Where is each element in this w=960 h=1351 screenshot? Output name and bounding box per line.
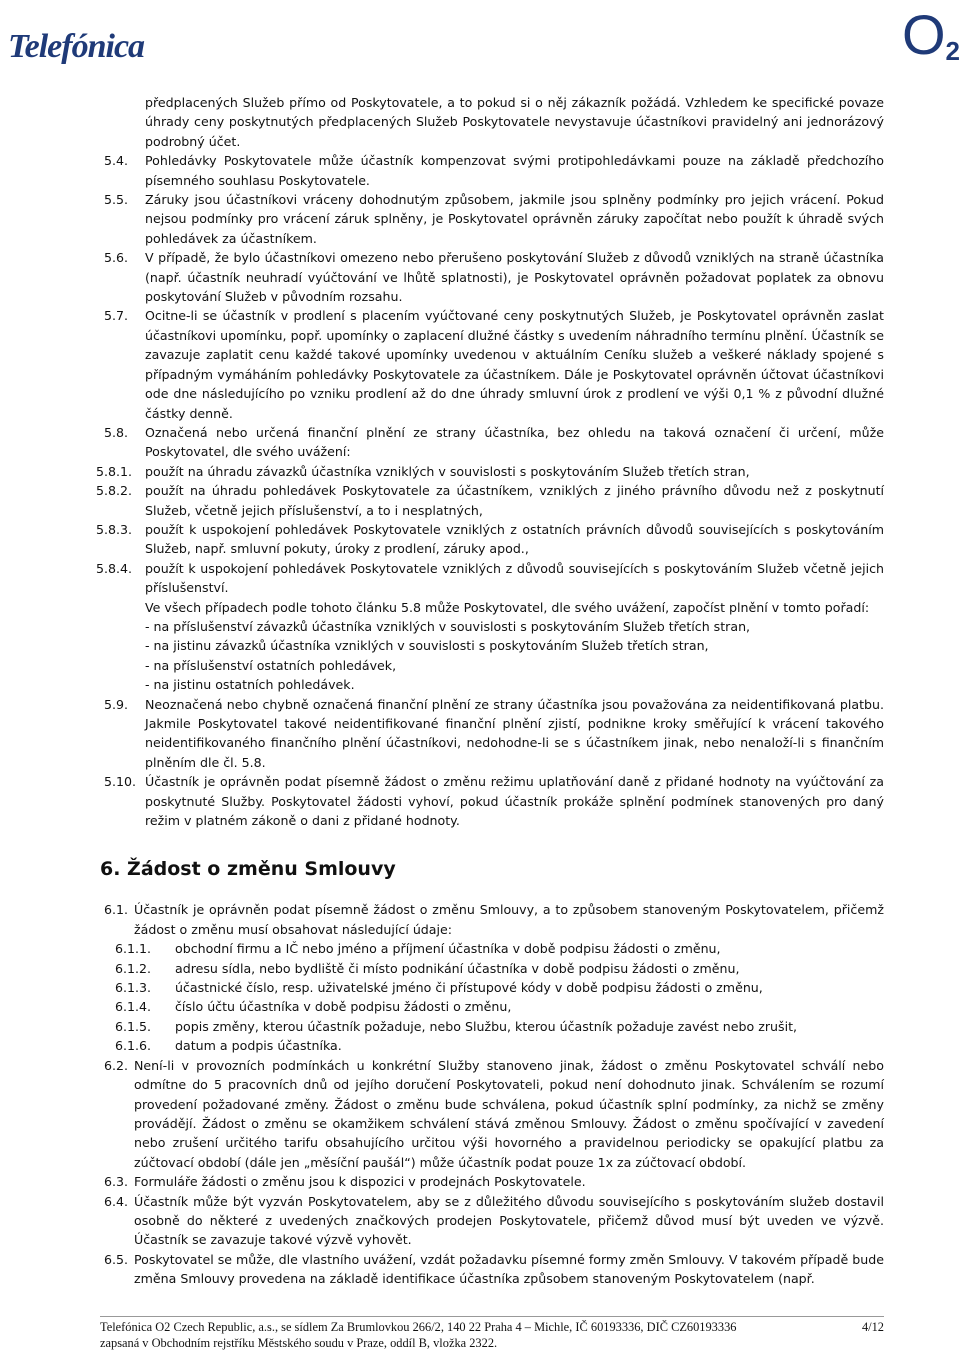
paragraph bbox=[0, 675, 960, 694]
paragraph-text: Pohledávky Poskytovatele může účastník kompenzovat svými protipohledávkami pouze na základě předchozího písemného souhlasu Poskytovatele. bbox=[145, 153, 884, 188]
paragraph bbox=[0, 481, 960, 520]
paragraph-text: - na jistinu ostatních pohledávek. bbox=[145, 677, 355, 693]
paragraph-text: použít na úhradu závazků účastníka vzniklých v souvislosti s poskytováním Služeb třetích stran, bbox=[145, 463, 750, 479]
paragraph bbox=[0, 1172, 960, 1191]
paragraph bbox=[0, 598, 960, 617]
paragraph-number: 5.8.2. bbox=[96, 483, 133, 499]
paragraph-number: 6.1.5. bbox=[115, 1018, 152, 1034]
paragraph-text: předplacených Služeb přímo od Poskytovatele, a to pokud si o něj zákazník požádá. Vzhledem ke specifické povaze úhrady ceny poskytnutých předplacených Služeb Poskytovatele nevystavuje účastníkovi pravidelný ani jednorázový podrobný účet. bbox=[145, 95, 884, 149]
paragraph-text: - na jistinu závazků účastníka vzniklých v souvislosti s poskytováním Služeb třetích stran, bbox=[145, 638, 709, 654]
paragraph-number: 5.10. bbox=[104, 774, 137, 790]
paragraph-number: 6.1.1. bbox=[115, 941, 152, 957]
paragraph-text: použít k uspokojení pohledávek Poskytovatele vzniklých z ostatních právních důvodů souvisejících s poskytováním Služeb, např. smluvní pokuty, úroky z prodlení, záruky apod., bbox=[145, 521, 884, 557]
paragraph-text: Neoznačená nebo chybně označená finanční plnění ze strany účastníka jsou považována za neidentifikovaná platbu. Jakmile Poskytovatel takové neidentifikované finanční plnění zjistí, podnikne kroky směřující k vrácení takového neidentifikovaného finančního plnění účastníkovi, nedohodne-li se s účastníkem jinak, nebo nenaloží-li s finančním plněním dle čl. 5.8. bbox=[145, 696, 884, 770]
paragraph-text: Záruky jsou účastníkovi vráceny dohodnutým způsobem, jakmile jsou splněny podmínky pro jejich vrácení. Pokud nejsou podmínky pro vrácení záruk splněny, je Poskytovatel oprávněn záruky započítat nebo použít k úhradě svých pohledávek za účastníkem. bbox=[145, 192, 884, 246]
paragraph bbox=[0, 939, 960, 958]
paragraph-number: 6.1.6. bbox=[115, 1038, 152, 1054]
paragraph-number: 6.3. bbox=[104, 1174, 129, 1190]
paragraph bbox=[0, 959, 960, 978]
paragraph-text: - na příslušenství závazků účastníka vzniklých v souvislosti s poskytováním Služeb třetích stran, bbox=[145, 618, 751, 634]
paragraph-text: Ocitne-li se účastník v prodlení s placením vyúčtované ceny poskytnutých Služeb, je Poskytovatel oprávněn zaslat účastníkovi upomínku, popř. upomínky o zaplacení dlužné částky s uvedením náhradního termínu plnění. Účastník se zavazuje zaplatit cenu každé takové upomínky uvedenou v aktuálním Ceníku služeb a veškeré náklady spojené s případným vymáháním pohledávky Poskytovatele za účastníkem. Dále je Poskytovatel oprávněn účtovat účastníkovi ode dne následujícího po vzniku prodlení až do dne úhrady smluvní úrok z prodlení ve výši 0,1 % z původní dlužné částky denně. bbox=[145, 308, 884, 421]
paragraph-text: číslo účtu účastníka v době podpisu žádosti o změnu, bbox=[175, 999, 512, 1015]
paragraph-number: 5.8.4. bbox=[96, 560, 133, 576]
paragraph-text: použít k uspokojení pohledávek Poskytovatele vzniklých z důvodů souvisejících s poskytováním Služeb včetně jejich příslušenství. bbox=[145, 560, 884, 596]
paragraph-text: datum a podpis účastníka. bbox=[175, 1038, 342, 1054]
paragraph-text: Účastník může být vyzván Poskytovatelem, aby se z důležitého důvodu souvisejícího s poskytováním služeb dostavil osobně do některé z uvedených značkových prodejen Poskytovatele, přičemž důvod musí být uveden ve výzvě. Účastník se zavazuje takové výzvě vyhovět. bbox=[134, 1193, 884, 1248]
paragraph bbox=[0, 695, 960, 773]
paragraph-text: - na příslušenství ostatních pohledávek, bbox=[145, 657, 397, 673]
paragraph-number: 5.4. bbox=[104, 153, 129, 169]
section-heading: 6. Žádost o změnu Smlouvy bbox=[100, 858, 396, 881]
paragraph bbox=[0, 1036, 960, 1055]
paragraph-number: 5.7. bbox=[104, 308, 129, 324]
paragraph-text: popis změny, kterou účastník požaduje, nebo Službu, kterou účastník požaduje zavést nebo zrušit, bbox=[175, 1018, 798, 1034]
paragraph-text: Není-li v provozních podmínkách u konkrétní Služby stanoveno jinak, žádost o změnu Poskytovatel schválí nebo odmítne do 5 pracovních dnů od jejího doručení Poskytovateli, pokud není dohodnuto jinak. Schválením se rozumí provedení požadované změny. Žádost o změnu bude schválena, pokud účastník splní podmínky, za nichž se změny provádějí. Žádost o změnu se okamžikem schválení stává změnou Smlouvy. Žádost o změnu spočívající v zavedení nebo zrušení určitého tarifu obsahujícího určitou výši hovorného a pravidelnou periodicky se opakující platbu za zúčtovací období (dále jen „měsíční paušál“) může účastník podat pouze 1x za zúčtovací období. bbox=[134, 1057, 884, 1170]
paragraph-number: 6.1. bbox=[104, 902, 129, 918]
paragraph-number: 5.5. bbox=[104, 192, 129, 208]
paragraph-number: 6.4. bbox=[104, 1193, 129, 1209]
paragraph-number: 6.2. bbox=[104, 1057, 129, 1073]
page-footer bbox=[100, 1316, 884, 1351]
paragraph-number: 6.5. bbox=[104, 1251, 129, 1267]
paragraph-text: adresu sídla, nebo bydliště či místo podnikání účastníka v době podpisu žádosti o změnu, bbox=[175, 960, 740, 976]
paragraph-number: 5.8.1. bbox=[96, 463, 133, 479]
paragraph-text: použít na úhradu pohledávek Poskytovatele za účastníkem, vzniklých z jiného právního důvodu než z poskytnutí Služeb, včetně jejich příslušenství, a to i nesplatných, bbox=[145, 483, 884, 518]
paragraph bbox=[0, 636, 960, 655]
paragraph-text: V případě, že bylo účastníkovi omezeno nebo přerušeno poskytování Služeb z důvodů vzniklých na straně účastníka (např. účastník neuhradí vyúčtování ve lhůtě splatnosti), je Poskytovatel oprávněn požadovat poplatek za obnovu poskytování Služeb v původním rozsahu. bbox=[145, 250, 884, 305]
paragraph bbox=[0, 93, 960, 151]
section-5-continued bbox=[0, 93, 960, 830]
paragraph bbox=[0, 423, 960, 462]
paragraph-text: Účastník je oprávněn podat písemně žádost o změnu režimu uplatňování daně z přidané hodnoty na vyúčtování za poskytnuté Služby. Poskytovatel žádosti vyhoví, pokud účastník prokáže splnění podmínek stanovených pro daný režim v platném zákoně o dani z přidané hodnoty. bbox=[145, 774, 884, 829]
paragraph-text: Ve všech případech podle tohoto článku 5.8 může Poskytovatel, dle svého uvážení, započíst plnění v tomto pořadí: bbox=[145, 599, 870, 615]
paragraph bbox=[0, 656, 960, 675]
paragraph bbox=[0, 617, 960, 636]
paragraph bbox=[0, 520, 960, 559]
paragraph bbox=[0, 151, 960, 190]
paragraph bbox=[0, 900, 960, 939]
paragraph bbox=[0, 306, 960, 422]
paragraph bbox=[0, 248, 960, 306]
section-6 bbox=[0, 900, 960, 1288]
paragraph bbox=[0, 997, 960, 1016]
paragraph-number: 5.9. bbox=[104, 696, 129, 712]
o2-logo: $O_2$ bbox=[901, 3, 960, 66]
paragraph-number: 6.1.3. bbox=[115, 980, 152, 996]
footer-company-line: Telefónica O2 Czech Republic, a.s., se sídlem Za Brumlovkou 266/2, 140 22 Praha 4 – Michle, IČ 60193336, DIČ CZ60193336 bbox=[100, 1320, 737, 1334]
paragraph-number: 5.6. bbox=[104, 250, 129, 266]
paragraph-number: 5.8. bbox=[104, 424, 129, 440]
document-body bbox=[0, 93, 960, 1289]
paragraph bbox=[0, 559, 960, 598]
paragraph-number: 6.1.4. bbox=[115, 999, 152, 1015]
telefonica-logo: Telefónica bbox=[8, 28, 145, 65]
page-number: 4/12 bbox=[861, 1320, 884, 1334]
paragraph bbox=[0, 772, 960, 830]
paragraph bbox=[0, 1192, 960, 1250]
paragraph bbox=[0, 462, 960, 481]
paragraph bbox=[0, 1017, 960, 1036]
paragraph-number: 5.8.3. bbox=[96, 521, 133, 537]
paragraph-text: Označená nebo určená finanční plnění ze strany účastníka, bez ohledu na taková označení či určení, může Poskytovatel, dle svého uvážení: bbox=[145, 424, 884, 460]
paragraph-number: 6.1.2. bbox=[115, 960, 152, 976]
paragraph bbox=[0, 978, 960, 997]
paragraph-text: účastnické číslo, resp. uživatelské jméno či přístupové kódy v době podpisu žádosti o změnu, bbox=[175, 980, 763, 996]
paragraph-text: obchodní firmu a IČ nebo jméno a příjmení účastníka v době podpisu žádosti o změnu, bbox=[175, 941, 721, 957]
paragraph bbox=[0, 190, 960, 248]
footer-registry-line: zapsaná v Obchodním rejstříku Městského soudu v Praze, oddíl B, vložka 2322. bbox=[100, 1336, 498, 1350]
paragraph-text: Formuláře žádosti o změnu jsou k dispozici v prodejnách Poskytovatele. bbox=[134, 1174, 586, 1190]
paragraph bbox=[0, 1250, 960, 1289]
paragraph-text: Účastník je oprávněn podat písemně žádost o změnu Smlouvy, a to způsobem stanoveným Poskytovatelem, přičemž žádost o změnu musí obsahovat následující údaje: bbox=[134, 902, 884, 937]
paragraph bbox=[0, 1056, 960, 1172]
paragraph-text: Poskytovatel se může, dle vlastního uvážení, vzdát požadavku písemné formy změn Smlouvy. V takovém případě bude změna Smlouvy provedena na základě identifikace účastníka způsobem stanoveným Poskytovatelem (např. bbox=[134, 1251, 884, 1287]
